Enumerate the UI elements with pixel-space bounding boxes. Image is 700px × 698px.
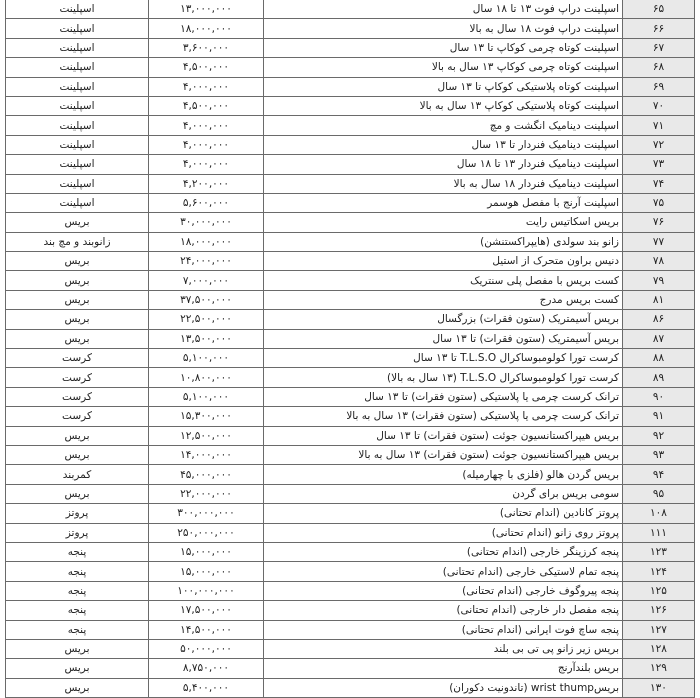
description-cell: اسپلینت کوتاه چرمی کوکاپ تا ۱۳ سال — [264, 38, 623, 57]
description-cell: اسپلینت آرنج با مفصل هوسمر — [264, 193, 623, 212]
category-cell: بریس — [6, 639, 149, 658]
table-row — [6, 193, 695, 212]
category-cell: کرست — [6, 368, 149, 387]
description-cell: پنجه پیروگوف خارجی (اندام تحتانی) — [264, 581, 623, 600]
description-cell: بریس گردن هالو (فلزی با چهارمیله) — [264, 465, 623, 484]
description-cell: پنجه ساچ فوت ایرانی (اندام تحتانی) — [264, 620, 623, 639]
price-cell: ۴,۵۰۰,۰۰۰ — [149, 58, 264, 77]
table-row — [6, 504, 695, 523]
price-cell: ۴,۰۰۰,۰۰۰ — [149, 116, 264, 135]
row-number-cell: ۷۰ — [623, 96, 695, 115]
description-cell: اسپلینت دینامیک فنردار ۱۳ تا ۱۸ سال — [264, 155, 623, 174]
table-row — [6, 155, 695, 174]
price-cell: ۴,۰۰۰,۰۰۰ — [149, 135, 264, 154]
price-cell: ۵,۴۰۰,۰۰۰ — [149, 678, 264, 697]
price-cell: ۱۸,۰۰۰,۰۰۰ — [149, 19, 264, 38]
price-cell: ۵۰,۰۰۰,۰۰۰ — [149, 639, 264, 658]
description-cell: کست بریس با مفصل پلی سنتریک — [264, 271, 623, 290]
table-row — [6, 523, 695, 542]
table-row — [6, 252, 695, 271]
row-number-cell: ۷۸ — [623, 252, 695, 271]
table-row — [6, 368, 695, 387]
row-number-cell: ۹۳ — [623, 445, 695, 464]
description-cell: بریس هیپراکستانسیون جوئت (ستون فقرات) ۱۳ سال به بالا — [264, 445, 623, 464]
description-cell: سومی بریس برای گردن — [264, 484, 623, 503]
description-cell: اسپلینت کوتاه چرمی کوکاپ ۱۳ سال به بالا — [264, 58, 623, 77]
category-cell: اسپلینت — [6, 155, 149, 174]
price-cell: ۳۰۰,۰۰۰,۰۰۰ — [149, 504, 264, 523]
category-cell: پنجه — [6, 620, 149, 639]
price-cell: ۱۳,۰۰۰,۰۰۰ — [149, 0, 264, 19]
category-cell: بریس — [6, 678, 149, 697]
category-cell: اسپلینت — [6, 116, 149, 135]
row-number-cell: ۶۸ — [623, 58, 695, 77]
category-cell: بریس — [6, 659, 149, 678]
row-number-cell: ۱۲۵ — [623, 581, 695, 600]
table-row — [6, 116, 695, 135]
price-cell: ۵,۶۰۰,۰۰۰ — [149, 193, 264, 212]
description-cell: پروتز کانادین (اندام تحتانی) — [264, 504, 623, 523]
price-cell: ۴,۲۰۰,۰۰۰ — [149, 174, 264, 193]
description-cell: بریس آسیمتریک (ستون فقرات) تا ۱۳ سال — [264, 329, 623, 348]
table-row — [6, 407, 695, 426]
price-cell: ۴۵,۰۰۰,۰۰۰ — [149, 465, 264, 484]
price-cell: ۲۴,۰۰۰,۰۰۰ — [149, 252, 264, 271]
table-row — [6, 581, 695, 600]
table-row — [6, 96, 695, 115]
description-cell: اسپلینت کوتاه پلاستیکی کوکاپ تا ۱۳ سال — [264, 77, 623, 96]
table-row — [6, 58, 695, 77]
price-cell: ۱۲,۵۰۰,۰۰۰ — [149, 426, 264, 445]
description-cell: اسپلینت دینامیک انگشت و مچ — [264, 116, 623, 135]
category-cell: بریس — [6, 310, 149, 329]
row-number-cell: ۸۷ — [623, 329, 695, 348]
category-cell: پنجه — [6, 562, 149, 581]
row-number-cell: ۹۱ — [623, 407, 695, 426]
table-row — [6, 329, 695, 348]
price-cell: ۱۸,۰۰۰,۰۰۰ — [149, 232, 264, 251]
row-number-cell: ۷۴ — [623, 174, 695, 193]
category-cell: کرست — [6, 387, 149, 406]
category-cell: کرست — [6, 407, 149, 426]
price-cell: ۱۷,۵۰۰,۰۰۰ — [149, 601, 264, 620]
price-cell: ۱۵,۰۰۰,۰۰۰ — [149, 542, 264, 561]
table-row — [6, 387, 695, 406]
category-cell: اسپلینت — [6, 19, 149, 38]
category-cell: اسپلینت — [6, 77, 149, 96]
table-row — [6, 310, 695, 329]
category-cell: اسپلینت — [6, 135, 149, 154]
description-cell: پروتز روی زانو (اندام تحتانی) — [264, 523, 623, 542]
category-cell: پروتز — [6, 523, 149, 542]
description-cell: اسپلینت دینامیک فنردار تا ۱۳ سال — [264, 135, 623, 154]
category-cell: بریس — [6, 213, 149, 232]
row-number-cell: ۸۶ — [623, 310, 695, 329]
row-number-cell: ۷۱ — [623, 116, 695, 135]
category-cell: پروتز — [6, 504, 149, 523]
price-cell: ۱۴,۵۰۰,۰۰۰ — [149, 620, 264, 639]
category-cell: بریس — [6, 252, 149, 271]
category-cell: اسپلینت — [6, 193, 149, 212]
table-row — [6, 678, 695, 697]
table-row — [6, 542, 695, 561]
price-cell: ۱۵,۳۰۰,۰۰۰ — [149, 407, 264, 426]
row-number-cell: ۶۶ — [623, 19, 695, 38]
row-number-cell: ۱۲۷ — [623, 620, 695, 639]
row-number-cell: ۱۱۱ — [623, 523, 695, 542]
description-cell: ترانک کرست چرمی یا پلاستیکی (ستون فقرات) تا ۱۳ سال — [264, 387, 623, 406]
row-number-cell: ۹۰ — [623, 387, 695, 406]
row-number-cell: ۶۹ — [623, 77, 695, 96]
description-cell: بریسwrist thump (تاندونیت دکوران) — [264, 678, 623, 697]
table-row — [6, 445, 695, 464]
price-cell: ۲۵۰,۰۰۰,۰۰۰ — [149, 523, 264, 542]
table-row — [6, 562, 695, 581]
row-number-cell: ۸۸ — [623, 349, 695, 368]
description-cell: کست بریس مدرج — [264, 290, 623, 309]
table-row — [6, 639, 695, 658]
category-cell: اسپلینت — [6, 0, 149, 19]
description-cell: اسپلینت دراپ فوت ۱۸ سال به بالا — [264, 19, 623, 38]
row-number-cell: ۱۰۸ — [623, 504, 695, 523]
table-row — [6, 77, 695, 96]
table-row — [6, 38, 695, 57]
description-cell: پنجه مفصل دار خارجی (اندام تحتانی) — [264, 601, 623, 620]
row-number-cell: ۹۲ — [623, 426, 695, 445]
price-cell: ۱۳,۵۰۰,۰۰۰ — [149, 329, 264, 348]
row-number-cell: ۷۶ — [623, 213, 695, 232]
row-number-cell: ۶۵ — [623, 0, 695, 19]
category-cell: زانوبند و مچ بند — [6, 232, 149, 251]
row-number-cell: ۱۲۹ — [623, 659, 695, 678]
table-row — [6, 174, 695, 193]
price-cell: ۵,۱۰۰,۰۰۰ — [149, 387, 264, 406]
price-cell: ۷,۰۰۰,۰۰۰ — [149, 271, 264, 290]
description-cell: بریس هیپراکستانسیون جوئت (ستون فقرات) تا ۱۳ سال — [264, 426, 623, 445]
row-number-cell: ۷۵ — [623, 193, 695, 212]
row-number-cell: ۷۹ — [623, 271, 695, 290]
description-cell: بریس زیر زانو پی تی بی بلند — [264, 639, 623, 658]
table-row — [6, 465, 695, 484]
price-table — [5, 0, 695, 698]
table-row — [6, 135, 695, 154]
description-cell: اسپلینت کوتاه پلاستیکی کوکاپ ۱۳ سال به بالا — [264, 96, 623, 115]
category-cell: اسپلینت — [6, 174, 149, 193]
price-cell: ۵,۱۰۰,۰۰۰ — [149, 349, 264, 368]
category-cell: اسپلینت — [6, 96, 149, 115]
table-row — [6, 0, 695, 19]
category-cell: اسپلینت — [6, 38, 149, 57]
row-number-cell: ۱۲۴ — [623, 562, 695, 581]
category-cell: بریس — [6, 290, 149, 309]
table-row — [6, 426, 695, 445]
price-cell: ۱۰,۸۰۰,۰۰۰ — [149, 368, 264, 387]
row-number-cell: ۸۱ — [623, 290, 695, 309]
table-row — [6, 620, 695, 639]
description-cell: کرست تورا کولومبوساکرال T.L.S.O (۱۳ سال به بالا) — [264, 368, 623, 387]
table-row — [6, 659, 695, 678]
description-cell: زانو بند سولدی (هایپراکستنشن) — [264, 232, 623, 251]
price-cell: ۳۰,۰۰۰,۰۰۰ — [149, 213, 264, 232]
table-row — [6, 19, 695, 38]
price-cell: ۳۷,۵۰۰,۰۰۰ — [149, 290, 264, 309]
table-row — [6, 290, 695, 309]
table-row — [6, 271, 695, 290]
category-cell: اسپلینت — [6, 58, 149, 77]
description-cell: دنیس براون متحرک از استیل — [264, 252, 623, 271]
row-number-cell: ۷۲ — [623, 135, 695, 154]
description-cell: بریس اسکاتیس رایت — [264, 213, 623, 232]
table-row — [6, 213, 695, 232]
price-cell: ۱۰۰,۰۰۰,۰۰۰ — [149, 581, 264, 600]
category-cell: کمربند — [6, 465, 149, 484]
description-cell: بریس آسیمتریک (ستون فقرات) بزرگسال — [264, 310, 623, 329]
row-number-cell: ۱۳۰ — [623, 678, 695, 697]
row-number-cell: ۹۵ — [623, 484, 695, 503]
price-cell: ۱۴,۰۰۰,۰۰۰ — [149, 445, 264, 464]
description-cell: کرست تورا کولومبوساکرال T.L.S.O تا ۱۳ سال — [264, 349, 623, 368]
description-cell: پنجه تمام لاستیکی خارجی (اندام تحتانی) — [264, 562, 623, 581]
price-cell: ۳,۶۰۰,۰۰۰ — [149, 38, 264, 57]
price-cell: ۲۲,۵۰۰,۰۰۰ — [149, 310, 264, 329]
category-cell: بریس — [6, 484, 149, 503]
category-cell: بریس — [6, 271, 149, 290]
table-row — [6, 601, 695, 620]
category-cell: پنجه — [6, 542, 149, 561]
description-cell: ترانک کرست چرمی یا پلاستیکی (ستون فقرات) ۱۳ سال به بالا — [264, 407, 623, 426]
category-cell: پنجه — [6, 601, 149, 620]
row-number-cell: ۷۷ — [623, 232, 695, 251]
row-number-cell: ۱۲۸ — [623, 639, 695, 658]
description-cell: پنجه کرزینگر خارجی (اندام تحتانی) — [264, 542, 623, 561]
price-cell: ۲۲,۰۰۰,۰۰۰ — [149, 484, 264, 503]
description-cell: اسپلینت دراپ فوت ۱۳ تا ۱۸ سال — [264, 0, 623, 19]
table-body — [6, 0, 695, 698]
row-number-cell: ۷۳ — [623, 155, 695, 174]
description-cell: اسپلینت دینامیک فنردار ۱۸ سال به بالا — [264, 174, 623, 193]
price-cell: ۴,۵۰۰,۰۰۰ — [149, 96, 264, 115]
table-row — [6, 484, 695, 503]
price-cell: ۱۵,۰۰۰,۰۰۰ — [149, 562, 264, 581]
category-cell: پنجه — [6, 581, 149, 600]
row-number-cell: ۱۲۶ — [623, 601, 695, 620]
row-number-cell: ۱۲۳ — [623, 542, 695, 561]
category-cell: کرست — [6, 349, 149, 368]
row-number-cell: ۹۴ — [623, 465, 695, 484]
row-number-cell: ۸۹ — [623, 368, 695, 387]
price-cell: ۴,۰۰۰,۰۰۰ — [149, 155, 264, 174]
table-row — [6, 349, 695, 368]
price-cell: ۴,۰۰۰,۰۰۰ — [149, 77, 264, 96]
row-number-cell: ۶۷ — [623, 38, 695, 57]
category-cell: بریس — [6, 445, 149, 464]
category-cell: بریس — [6, 329, 149, 348]
category-cell: بریس — [6, 426, 149, 445]
price-cell: ۸,۷۵۰,۰۰۰ — [149, 659, 264, 678]
description-cell: بریس بلندآرنج — [264, 659, 623, 678]
table-row — [6, 232, 695, 251]
